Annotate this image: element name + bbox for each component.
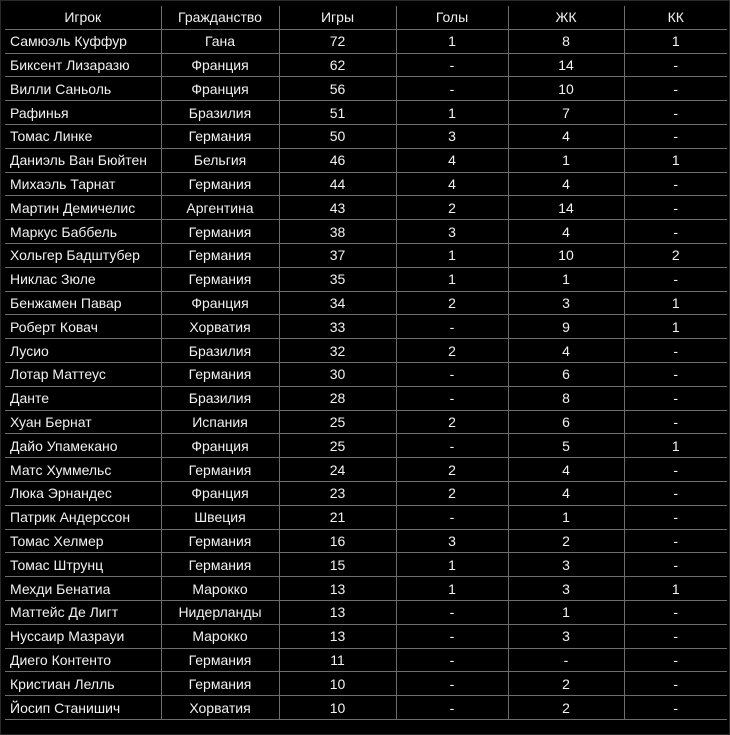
cell-games: 13 (279, 600, 396, 624)
cell-player: Биксент Лизаразю (5, 53, 161, 77)
cell-yellow-cards: 4 (508, 481, 624, 505)
cell-country: Германия (161, 267, 279, 291)
cell-goals: - (396, 77, 508, 101)
table-row (5, 101, 727, 125)
cell-red-cards: - (624, 101, 727, 125)
cell-red-cards: - (624, 648, 727, 672)
table-row (5, 339, 727, 363)
cell-country: Германия (161, 220, 279, 244)
cell-country: Германия (161, 529, 279, 553)
cell-yellow-cards: 10 (508, 77, 624, 101)
table-row (5, 648, 727, 672)
table-row (5, 481, 727, 505)
table-row (5, 362, 727, 386)
header-country: Гражданство (161, 6, 279, 29)
cell-red-cards: - (624, 339, 727, 363)
cell-country: Франция (161, 77, 279, 101)
table-header (5, 6, 727, 29)
table-row (5, 267, 727, 291)
cell-country: Нидерланды (161, 600, 279, 624)
cell-player: Никлас Зюле (5, 267, 161, 291)
cell-games: 16 (279, 529, 396, 553)
cell-games: 37 (279, 243, 396, 267)
cell-goals: 2 (396, 291, 508, 315)
table-row (5, 624, 727, 648)
cell-red-cards: - (624, 386, 727, 410)
cell-games: 15 (279, 553, 396, 577)
cell-player: Данте (5, 386, 161, 410)
cell-games: 35 (279, 267, 396, 291)
cell-red-cards: - (624, 672, 727, 696)
cell-player: Томас Линке (5, 124, 161, 148)
cell-goals: 1 (396, 553, 508, 577)
table-row (5, 672, 727, 696)
player-stats-table (5, 6, 727, 720)
cell-player: Маттейс Де Лигт (5, 600, 161, 624)
cell-yellow-cards: 9 (508, 315, 624, 339)
cell-red-cards: - (624, 624, 727, 648)
cell-yellow-cards: 2 (508, 696, 624, 720)
cell-country: Швеция (161, 505, 279, 529)
table-row (5, 243, 727, 267)
cell-player: Лусио (5, 339, 161, 363)
cell-red-cards: - (624, 529, 727, 553)
cell-goals: - (396, 696, 508, 720)
cell-yellow-cards: 8 (508, 386, 624, 410)
cell-goals: 4 (396, 172, 508, 196)
cell-yellow-cards: - (508, 648, 624, 672)
cell-goals: - (396, 505, 508, 529)
cell-goals: 1 (396, 577, 508, 601)
cell-yellow-cards: 8 (508, 29, 624, 53)
cell-yellow-cards: 1 (508, 505, 624, 529)
cell-goals: 3 (396, 124, 508, 148)
cell-country: Бразилия (161, 101, 279, 125)
cell-yellow-cards: 1 (508, 148, 624, 172)
cell-player: Диего Контенто (5, 648, 161, 672)
cell-games: 25 (279, 410, 396, 434)
cell-red-cards: - (624, 696, 727, 720)
table-row (5, 77, 727, 101)
cell-country: Аргентина (161, 196, 279, 220)
cell-goals: - (396, 672, 508, 696)
cell-country: Германия (161, 672, 279, 696)
cell-games: 72 (279, 29, 396, 53)
table-row (5, 196, 727, 220)
cell-player: Вилли Саньоль (5, 77, 161, 101)
cell-goals: 3 (396, 220, 508, 244)
cell-country: Германия (161, 243, 279, 267)
cell-games: 32 (279, 339, 396, 363)
cell-player: Томас Хелмер (5, 529, 161, 553)
table-row (5, 315, 727, 339)
cell-country: Франция (161, 53, 279, 77)
cell-player: Хольгер Бадштубер (5, 243, 161, 267)
cell-player: Мехди Бенатиа (5, 577, 161, 601)
cell-yellow-cards: 4 (508, 172, 624, 196)
header-games: Игры (279, 6, 396, 29)
cell-country: Франция (161, 481, 279, 505)
cell-goals: 2 (396, 339, 508, 363)
cell-goals: 3 (396, 529, 508, 553)
table-row (5, 434, 727, 458)
cell-player: Лотар Маттеус (5, 362, 161, 386)
cell-red-cards: 1 (624, 434, 727, 458)
table-row (5, 172, 727, 196)
cell-red-cards: - (624, 553, 727, 577)
cell-goals: 2 (396, 458, 508, 482)
cell-yellow-cards: 6 (508, 410, 624, 434)
cell-red-cards: - (624, 196, 727, 220)
cell-yellow-cards: 4 (508, 458, 624, 482)
cell-goals: - (396, 53, 508, 77)
table-row (5, 529, 727, 553)
cell-yellow-cards: 4 (508, 339, 624, 363)
cell-goals: - (396, 315, 508, 339)
cell-yellow-cards: 7 (508, 101, 624, 125)
cell-player: Йосип Станишич (5, 696, 161, 720)
cell-player: Нуссаир Мазрауи (5, 624, 161, 648)
table-row (5, 600, 727, 624)
table-body (5, 29, 727, 719)
cell-red-cards: - (624, 505, 727, 529)
cell-red-cards: 1 (624, 291, 727, 315)
cell-red-cards: - (624, 220, 727, 244)
cell-player: Патрик Андерссон (5, 505, 161, 529)
cell-country: Германия (161, 553, 279, 577)
cell-goals: - (396, 600, 508, 624)
cell-player: Люка Эрнандес (5, 481, 161, 505)
cell-yellow-cards: 4 (508, 124, 624, 148)
cell-red-cards: 1 (624, 29, 727, 53)
cell-red-cards: - (624, 410, 727, 434)
table-row (5, 53, 727, 77)
header-yellow-cards: ЖК (508, 6, 624, 29)
cell-yellow-cards: 6 (508, 362, 624, 386)
cell-country: Хорватия (161, 315, 279, 339)
cell-goals: 1 (396, 101, 508, 125)
cell-country: Бельгия (161, 148, 279, 172)
cell-games: 13 (279, 577, 396, 601)
cell-yellow-cards: 3 (508, 624, 624, 648)
cell-red-cards: - (624, 481, 727, 505)
table-row (5, 148, 727, 172)
cell-goals: - (396, 434, 508, 458)
cell-games: 38 (279, 220, 396, 244)
cell-goals: 2 (396, 410, 508, 434)
cell-goals: - (396, 648, 508, 672)
cell-games: 51 (279, 101, 396, 125)
table-row (5, 124, 727, 148)
cell-red-cards: 1 (624, 315, 727, 339)
cell-games: 10 (279, 672, 396, 696)
cell-games: 44 (279, 172, 396, 196)
cell-yellow-cards: 14 (508, 53, 624, 77)
cell-player: Кристиан Лелль (5, 672, 161, 696)
header-player: Игрок (5, 6, 161, 29)
cell-games: 33 (279, 315, 396, 339)
cell-games: 25 (279, 434, 396, 458)
cell-red-cards: - (624, 362, 727, 386)
cell-country: Марокко (161, 624, 279, 648)
cell-yellow-cards: 10 (508, 243, 624, 267)
cell-red-cards: 2 (624, 243, 727, 267)
table-row (5, 577, 727, 601)
cell-yellow-cards: 3 (508, 291, 624, 315)
cell-player: Бенжамен Павар (5, 291, 161, 315)
cell-games: 50 (279, 124, 396, 148)
cell-games: 10 (279, 696, 396, 720)
cell-player: Томас Штрунц (5, 553, 161, 577)
cell-player: Дайо Упамекано (5, 434, 161, 458)
table-row (5, 458, 727, 482)
cell-games: 62 (279, 53, 396, 77)
cell-goals: 2 (396, 481, 508, 505)
cell-games: 13 (279, 624, 396, 648)
cell-games: 46 (279, 148, 396, 172)
cell-goals: - (396, 386, 508, 410)
cell-goals: 2 (396, 196, 508, 220)
cell-games: 30 (279, 362, 396, 386)
cell-yellow-cards: 14 (508, 196, 624, 220)
cell-yellow-cards: 1 (508, 267, 624, 291)
cell-country: Бразилия (161, 339, 279, 363)
cell-country: Германия (161, 362, 279, 386)
cell-red-cards: - (624, 77, 727, 101)
cell-yellow-cards: 2 (508, 672, 624, 696)
cell-goals: 1 (396, 243, 508, 267)
cell-red-cards: 1 (624, 577, 727, 601)
cell-country: Испания (161, 410, 279, 434)
cell-games: 11 (279, 648, 396, 672)
table-row (5, 386, 727, 410)
cell-country: Германия (161, 124, 279, 148)
header-row (5, 6, 727, 29)
cell-red-cards: - (624, 172, 727, 196)
cell-player: Роберт Ковач (5, 315, 161, 339)
cell-goals: 1 (396, 267, 508, 291)
cell-yellow-cards: 2 (508, 529, 624, 553)
cell-red-cards: 1 (624, 148, 727, 172)
cell-country: Франция (161, 434, 279, 458)
cell-player: Матс Хуммельс (5, 458, 161, 482)
cell-goals: - (396, 624, 508, 648)
cell-country: Франция (161, 291, 279, 315)
table-row (5, 553, 727, 577)
cell-country: Германия (161, 172, 279, 196)
cell-games: 56 (279, 77, 396, 101)
table-row (5, 410, 727, 434)
table-row (5, 291, 727, 315)
table-row (5, 696, 727, 720)
cell-player: Самюэль Куффур (5, 29, 161, 53)
cell-red-cards: - (624, 600, 727, 624)
cell-player: Рафинья (5, 101, 161, 125)
cell-player: Мартин Демичелис (5, 196, 161, 220)
cell-player: Маркус Баббель (5, 220, 161, 244)
cell-country: Марокко (161, 577, 279, 601)
cell-goals: 1 (396, 29, 508, 53)
header-red-cards: КК (624, 6, 727, 29)
cell-yellow-cards: 3 (508, 553, 624, 577)
cell-red-cards: - (624, 458, 727, 482)
cell-player: Даниэль Ван Бюйтен (5, 148, 161, 172)
cell-games: 24 (279, 458, 396, 482)
cell-country: Германия (161, 648, 279, 672)
cell-games: 43 (279, 196, 396, 220)
cell-goals: - (396, 362, 508, 386)
cell-games: 23 (279, 481, 396, 505)
table-row (5, 29, 727, 53)
table-row (5, 505, 727, 529)
cell-yellow-cards: 4 (508, 220, 624, 244)
cell-games: 21 (279, 505, 396, 529)
cell-yellow-cards: 5 (508, 434, 624, 458)
cell-games: 28 (279, 386, 396, 410)
cell-player: Михаэль Тарнат (5, 172, 161, 196)
cell-goals: 4 (396, 148, 508, 172)
cell-yellow-cards: 1 (508, 600, 624, 624)
cell-player: Хуан Бернат (5, 410, 161, 434)
header-goals: Голы (396, 6, 508, 29)
cell-country: Хорватия (161, 696, 279, 720)
cell-yellow-cards: 3 (508, 577, 624, 601)
cell-games: 34 (279, 291, 396, 315)
cell-country: Бразилия (161, 386, 279, 410)
cell-red-cards: - (624, 267, 727, 291)
cell-country: Германия (161, 458, 279, 482)
cell-red-cards: - (624, 53, 727, 77)
cell-red-cards: - (624, 124, 727, 148)
cell-country: Гана (161, 29, 279, 53)
table-row (5, 220, 727, 244)
